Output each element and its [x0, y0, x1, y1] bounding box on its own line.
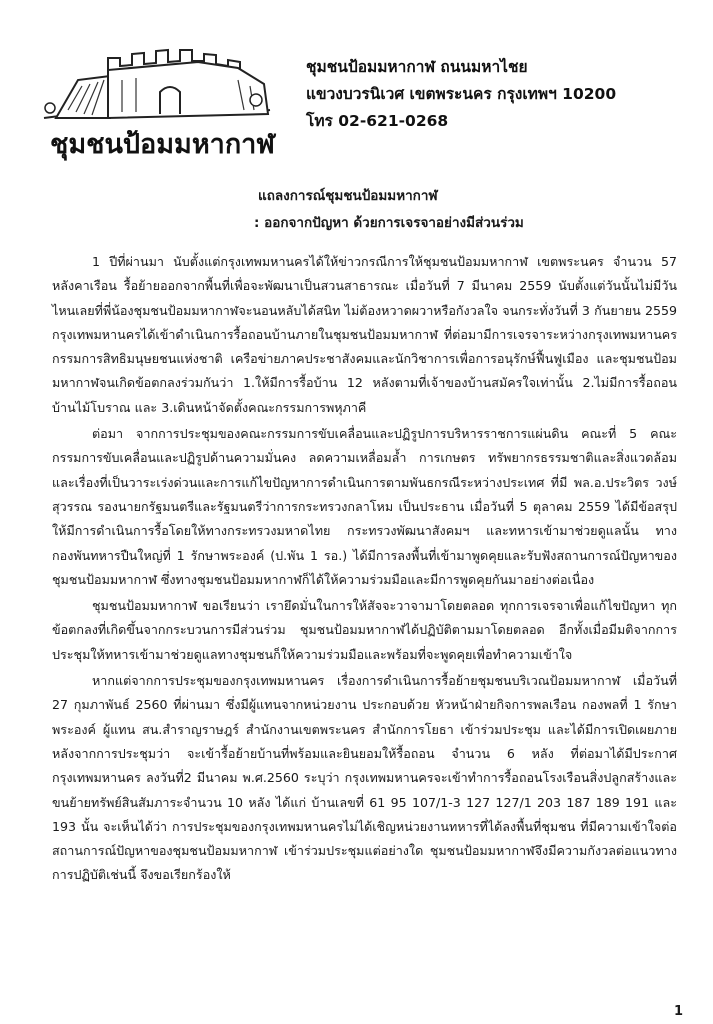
community-logo	[38, 40, 278, 158]
org-phone: โทร 02-621-0268	[306, 112, 449, 130]
org-name: ชุมชนป้อมมหากาฬ ถนนมหาไชย	[306, 58, 528, 76]
org-address: แขวงบวรนิเวศ เขตพระนคร กรุงเทพฯ 10200	[306, 85, 617, 103]
organization-header	[306, 54, 616, 135]
paragraph-1: 1 ปีที่ผ่านมา นับตั้งแต่กรุงเทพมหานครได้ให้ข่าวกรณีการให้ชุมชนป้อมมหากาฬ เขตพระนคร จำนวน 57 หลังคาเรือน รื้อย้ายออกจากพื้นที่เพื่อจะพัฒนาเป็นสวนสาธารณะ เมื่อวันที่ 7 มีนาคม 2559 นับตั้งแต่วันนั้นไม่มีวันไหนเลยที่พี่น้องชุมชนป้อมมหากาฬจะนอนหลับได้สนิท ไม่ต้องหวาดผวาหรือกังวลใจ จนกระทั่งวันที่ 3 กันยายน 2559 กรุงเทพมหานครได้เข้าดำเนินการรื้อถอนบ้านภายในชุมชนป้อมมหากาฬ ที่ต่อมามีการเจรจาระหว่างกรุงเทพมหานคร กรรมการสิทธิมนุษยชนแห่งชาติ เครือข่ายภาคประชาสังคมและนักวิชาการเพื่อการอนุรักษ์ฟื้นฟูเมือง และชุมชนป้อมมหากาฬจนเกิดข้อตกลงร่วมกันว่า 1.ให้มีการรื้อบ้าน 12 หลังตามที่เจ้าของบ้านสมัครใจเท่านั้น 2.ไม่มีการรื้อถอนบ้านไม้โบราณ และ 3.เดินหน้าจัดตั้งคณะกรรมการพหุภาคี	[52, 254, 677, 415]
paragraph-3: ชุมชนป้อมมหากาฬ ขอเรียนว่า เรายึดมั่นในการให้สัจจะวาจามาโดยตลอด ทุกการเจรจาเพื่อแก้ไขปัญหา ทุกข้อตกลงที่เกิดขึ้นจากกระบวนการมีส่วนร่วม ชุมชนป้อมมหากาฬได้ปฏิบัติตามมาโดยตลอด อีกทั้งเมื่อมีมติจากการประชุมให้ทหารเข้ามาช่วยดูแลทางชุมชนก็ให้ความร่วมมือและพร้อมที่จะพูดคุยเพื่อทำความเข้าใจ	[52, 598, 677, 662]
page-number: 1	[673, 1004, 683, 1019]
paragraph-4: หากแต่จากการประชุมของกรุงเทพมหานคร เรื่องการดำเนินการรื้อย้ายชุมชนบริเวณป้อมมหากาฬ เมื่อวันที่ 27 กุมภาพันธ์ 2560 ที่ผ่านมา ซึ่งมีผู้แทนจากหน่วยงาน ประกอบด้วย หัวหน้าฝ่ายกิจการพลเรือน กองพลที่ 1 รักษาพระองค์ ผู้แทน สน.สำราญราษฎร์ สำนักงานเขตพระนคร สำนักการโยธา เข้าร่วมประชุม และได้มีการเปิดเผยภายหลังจากการประชุมว่า จะเข้ารื้อย้ายบ้านที่พร้อมและยินยอมให้รื้อถอน จำนวน 6 หลัง ที่ต่อมาได้มีประกาศกรุงเทพมหานคร ลงวันที่2 มีนาคม พ.ศ.2560 ระบุว่า กรุงเทพมหานครจะเข้าทำการรื้อถอนโรงเรือนสิ่งปลูกสร้างและขนย้ายทรัพย์สินสัมภาระจำนวน 10 หลัง ได้แก่ บ้านเลขที่ 61 95 107/1-3 127 127/1 203 187 189 191 และ 193 นั้น จะเห็นได้ว่า การประชุมของกรุงเทพมหานครไม่ได้เชิญหน่วยงานทหารที่ได้ลงพื้นที่ชุมชน ที่มีความเข้าใจต่อสถานการณ์ปัญหาของชุมชนป้อมมหากาฬ เข้าร่วมประชุมแต่อย่างใด ชุมชนป้อมมหากาฬจึงมีความกังวลต่อแนวทางการปฏิบัติเช่นนี้ จึงขอเรียกร้องให้	[52, 673, 677, 883]
fort-illustration	[38, 40, 278, 130]
logo-text: ชุมชนป้อมมหากาฬ	[50, 129, 275, 160]
paragraph-2: ต่อมา จากการประชุมของคณะกรรมการขับเคลื่อนและปฏิรูปการบริหารราชการแผ่นดิน คณะที่ 5 คณะกรรมการขับเคลื่อนและปฏิรูปด้านความมั่นคง ลดความเหลื่อมล้ำ การเกษตร ทรัพยากรธรรมชาติและสิ่งแวดล้อม และเรื่องที่เป็นวาระเร่งด่วนและการแก้ไขปัญหาการดำเนินการตามพันธกรณีระหว่างประเทศ ที่มี พล.อ.ประวิตร วงษ์สุวรรณ รองนายกรัฐมนตรีและรัฐมนตรีว่าการกระทรวงกลาโหม เป็นประธาน เมื่อวันที่ 5 ตุลาคม 2559 ได้มีข้อสรุปให้มีการดำเนินการรื้อโดยให้ทางกระทรวงมหาดไทย กระทรวงพัฒนาสังคมฯ และทหารเข้ามาช่วยดูแลนั้น ทางกองพันทหารปืนใหญ่ที่ 1 รักษาพระองค์ (ป.พัน 1 รอ.) ได้มีการลงพื้นที่เข้ามาพูดคุยและรับฟังสถานการณ์ปัญหาของชุมชนป้อมมหากาฬ ซึ่งทางชุมชนป้อมมหากาฬก็ได้ให้ความร่วมมือและมีการพูดคุยกันมาอย่างต่อเนื่อง	[52, 426, 677, 587]
statement-subtitle: : ออกจากปัญหา ด้วยการเจรจาอย่างมีส่วนร่วม	[254, 215, 524, 231]
statement-body	[52, 250, 677, 888]
statement-title: แถลงการณ์ชุมชนป้อมมหากาฬ	[258, 188, 438, 204]
